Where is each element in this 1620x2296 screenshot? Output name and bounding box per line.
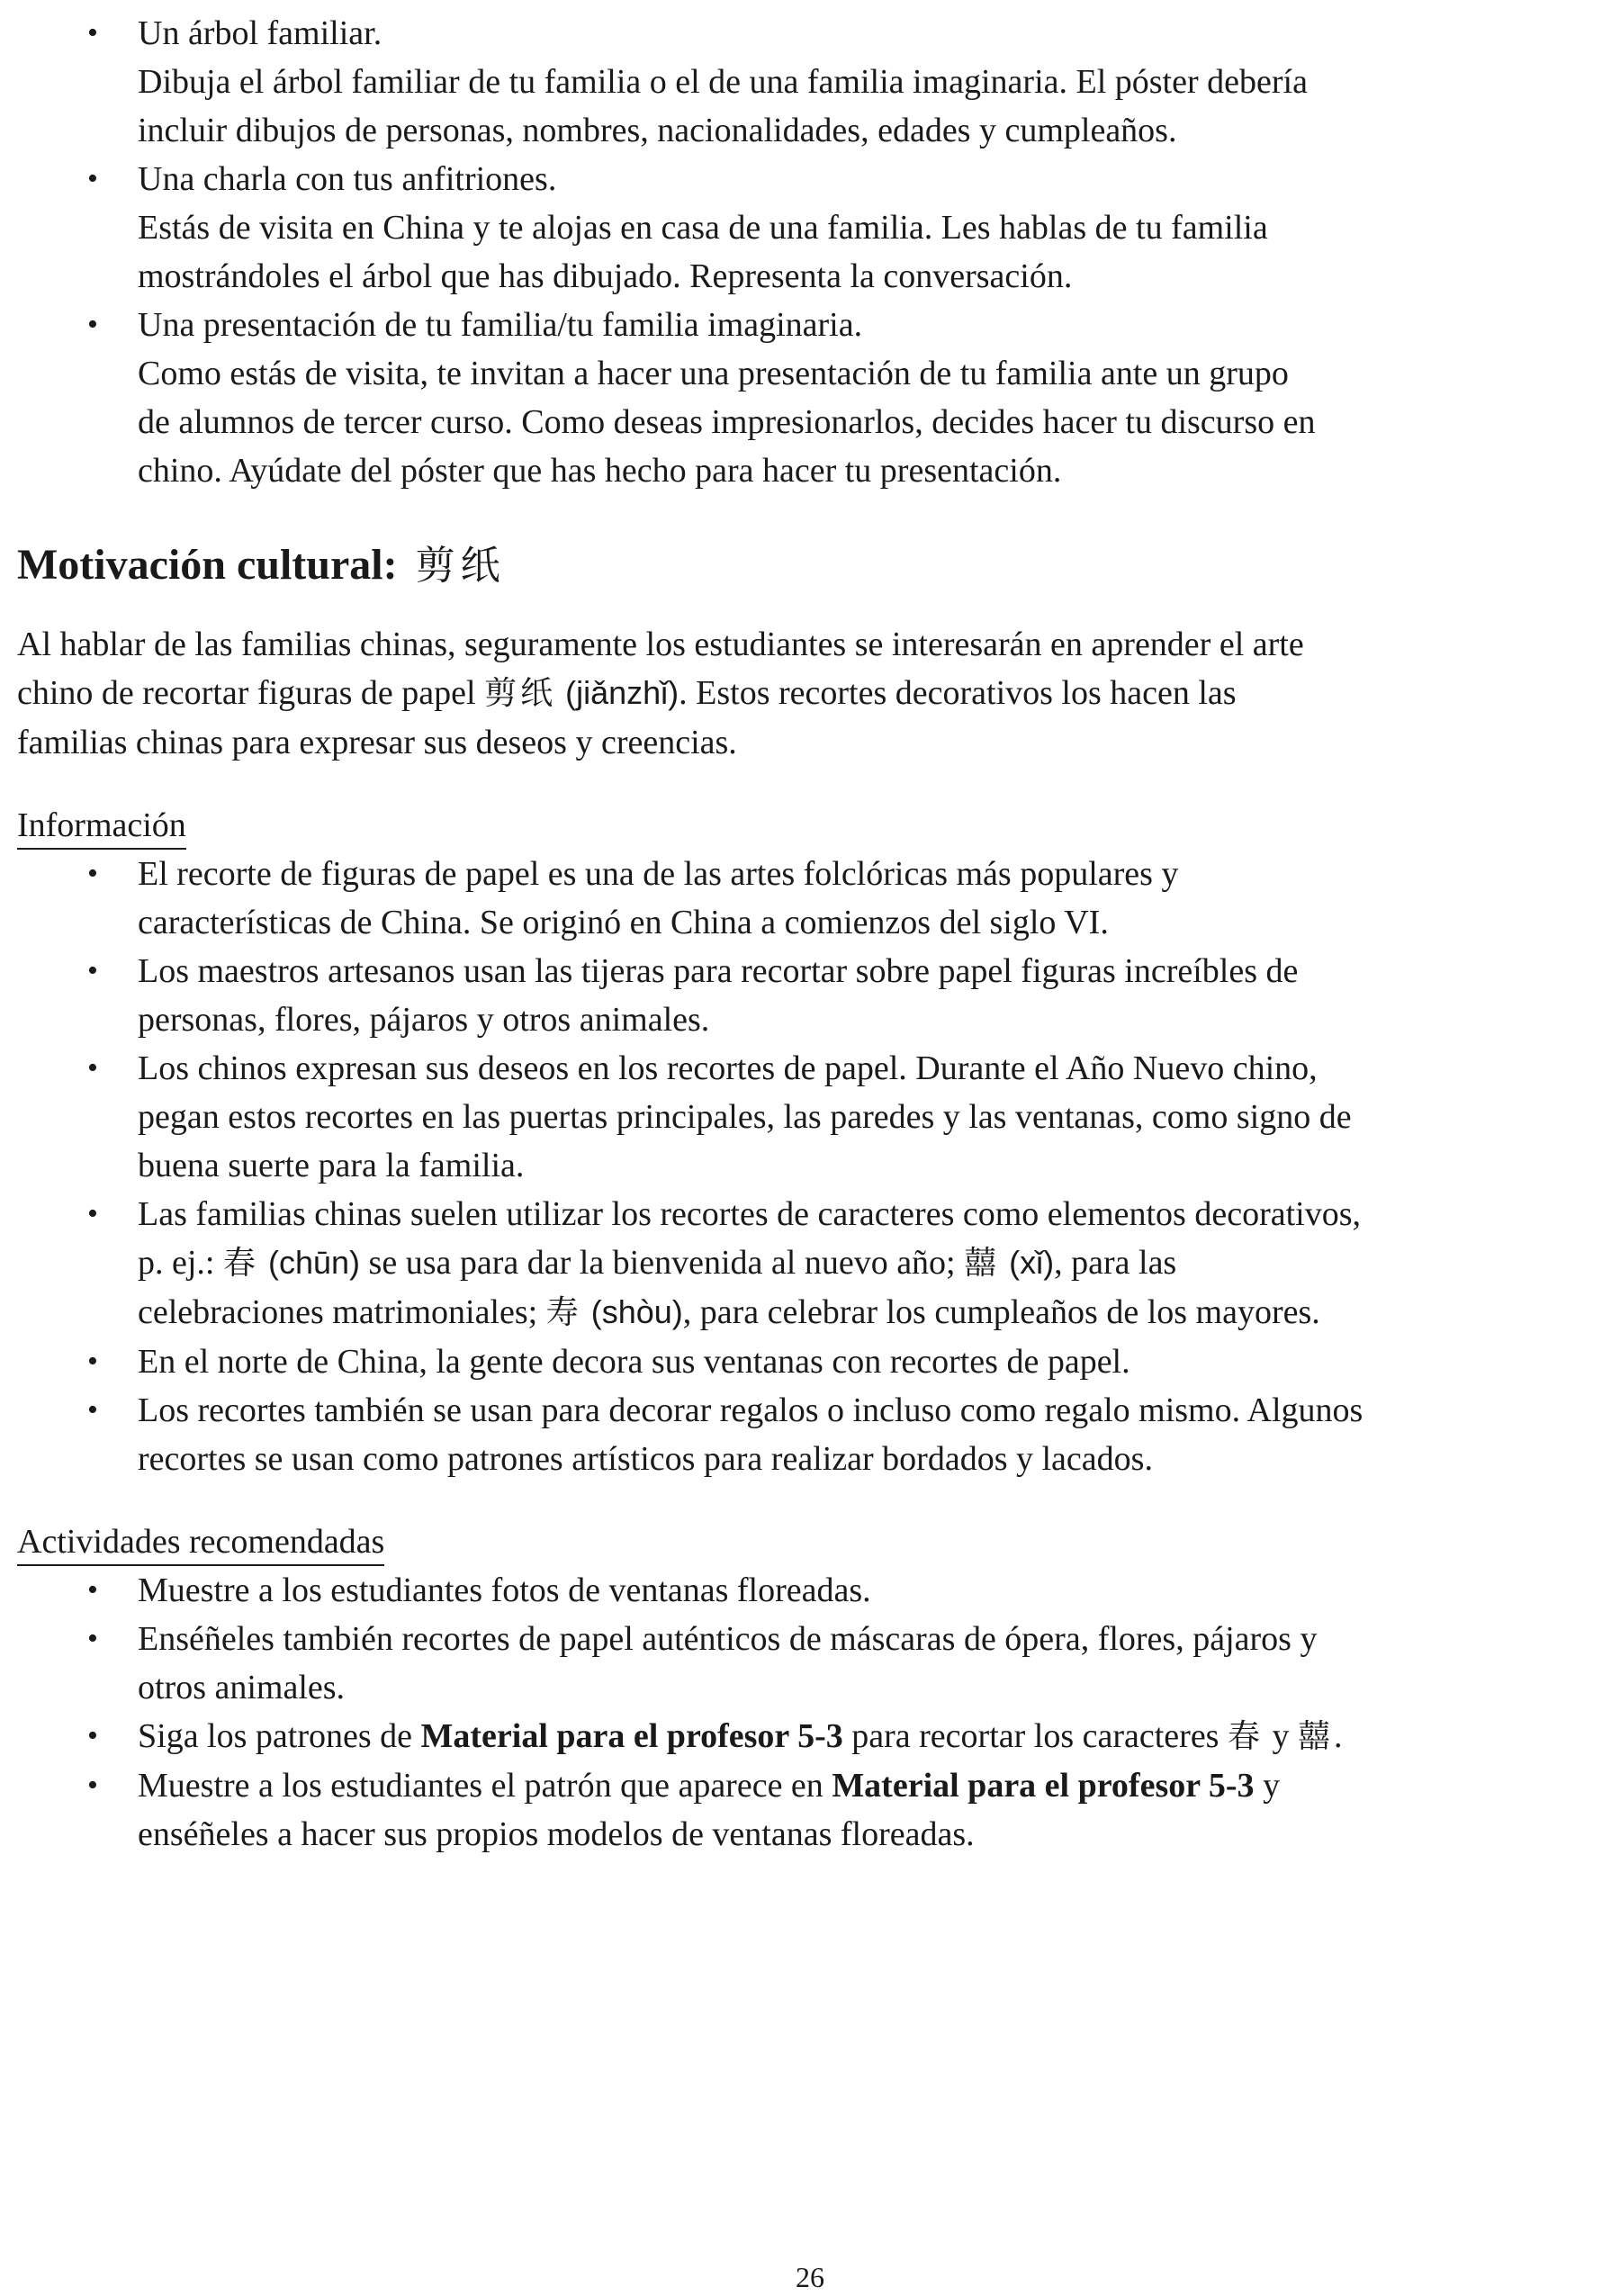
hanzi-xi: 囍 (1297, 1718, 1334, 1755)
list-item-text: Como estás de visita, te invitan a hacer una presentación de tu familia ante un grupo (138, 355, 1289, 392)
list-item-title: Una presentación de tu familia/tu familia imaginaria. (138, 306, 863, 344)
list-item-text: celebraciones matrimoniales; (138, 1293, 546, 1331)
bullet-icon: • (87, 1197, 98, 1230)
list-item-text: Los maestros artesanos usan las tijeras para recortar sobre papel figuras increíbles de (138, 952, 1299, 990)
list-item-text: de alumnos de tercer curso. Como deseas impresionarlos, decides hacer tu discurso en (138, 403, 1316, 441)
info-list (17, 850, 1592, 1483)
list-item-text: y (1254, 1767, 1281, 1805)
pinyin-jianzhi: (jiǎnzhǐ) (556, 674, 680, 711)
material-reference: Material para el profesor 5-3 (832, 1767, 1255, 1805)
hanzi-chun: 春 (1227, 1718, 1264, 1755)
list-item (17, 1386, 1592, 1483)
intro-text: . Estos recortes decorativos los hacen las (679, 674, 1237, 712)
page-content (17, 9, 1592, 1859)
bullet-icon: • (87, 1719, 98, 1752)
list-item-text (138, 1238, 1592, 1288)
list-item-text: Las familias chinas suelen utilizar los recortes de caracteres como elementos decorativos, (138, 1195, 1362, 1233)
activities-heading-wrap (17, 1517, 1592, 1566)
bullet-icon: • (87, 1345, 98, 1378)
list-item-text: Dibuja el árbol familiar de tu familia o el de una familia imaginaria. El póster debería (138, 63, 1308, 101)
bullet-icon: • (87, 857, 98, 890)
list-item (17, 1190, 1592, 1337)
list-item-text (138, 1712, 1592, 1761)
list-item-text: y (1263, 1717, 1298, 1755)
list-item (17, 1566, 1592, 1615)
activities-heading: Actividades recomendadas (17, 1519, 384, 1566)
list-item-text: para recortar los caracteres (842, 1717, 1228, 1755)
list-item-text: . (1334, 1717, 1343, 1755)
list-item-text: incluir dibujos de personas, nombres, nacionalidades, edades y cumpleaños. (138, 112, 1177, 149)
material-reference: Material para el profesor 5-3 (420, 1717, 843, 1755)
intro-line: familias chinas para expresar sus deseos y creencias. (17, 724, 737, 761)
hanzi-shou: 寿 (545, 1294, 582, 1331)
list-item-text: Siga los patrones de (138, 1717, 421, 1755)
list-item-text: se usa para dar la bienvenida al nuevo año; (360, 1244, 965, 1282)
list-item (17, 9, 1592, 155)
list-item (17, 1615, 1592, 1712)
hanzi-xi: 囍 (964, 1245, 1001, 1282)
list-item (17, 1337, 1592, 1386)
list-item-text: recortes se usan como patrones artísticos para realizar bordados y lacados. (138, 1440, 1153, 1478)
section-title-text: Motivación cultural: (17, 541, 398, 589)
list-item-text: Muestre a los estudiantes fotos de ventanas floreadas. (138, 1571, 871, 1609)
list-item-text: buena suerte para la familia. (138, 1147, 525, 1184)
list-item-text: Los recortes también se usan para decorar regalos o incluso como regalo mismo. Algunos (138, 1391, 1364, 1429)
list-item-text: , para las (1054, 1244, 1177, 1282)
intro-text: chino de recortar figuras de papel (17, 674, 485, 712)
list-item-text: El recorte de figuras de papel es una de las artes folclóricas más populares y (138, 855, 1179, 893)
bullet-icon: • (87, 954, 98, 987)
list-item-title: Un árbol familiar. (138, 14, 382, 52)
list-item-text: chino. Ayúdate del póster que has hecho para hacer tu presentación. (138, 452, 1062, 490)
list-item (17, 1761, 1592, 1859)
section-title (17, 538, 1592, 593)
hanzi-jianzhi: 剪纸 (484, 675, 557, 712)
bullet-icon: • (87, 1573, 98, 1607)
list-item-text: Enséñeles también recortes de papel auténticos de máscaras de ópera, flores, pájaros y (138, 1620, 1318, 1658)
pinyin-shou: (shòu) (581, 1293, 683, 1330)
bullet-icon: • (87, 16, 98, 50)
bullet-icon: • (87, 1393, 98, 1427)
intro-paragraph (17, 620, 1592, 767)
list-item-text: mostrándoles el árbol que has dibujado. Representa la conversación. (138, 257, 1073, 295)
list-item-text: enséñeles a hacer sus propios modelos de ventanas floreadas. (138, 1815, 975, 1853)
pinyin-xi: (xǐ) (1000, 1244, 1055, 1281)
page-number: 26 (796, 2261, 824, 2293)
list-item-text: otros animales. (138, 1669, 346, 1706)
list-item (17, 1712, 1592, 1761)
intro-line: Al hablar de las familias chinas, seguramente los estudiantes se interesarán en aprender el arte (17, 626, 1304, 663)
list-item-text: personas, flores, pájaros y otros animales. (138, 1001, 710, 1039)
list-item (17, 850, 1592, 947)
list-item-text: , para celebrar los cumpleaños de los mayores. (682, 1293, 1320, 1331)
intro-line (17, 669, 1592, 718)
activities-list (17, 1566, 1592, 1859)
list-item-text: pegan estos recortes en las puertas principales, las paredes y las ventanas, como signo de (138, 1098, 1352, 1136)
list-item-text (138, 1288, 1592, 1337)
bullet-icon: • (87, 308, 98, 341)
pinyin-chun: (chūn) (259, 1244, 361, 1281)
list-item-text: Los chinos expresan sus deseos en los recortes de papel. Durante el Año Nuevo chino, (138, 1049, 1318, 1087)
bullet-icon: • (87, 162, 98, 195)
list-item-title: Una charla con tus anfitriones. (138, 160, 557, 198)
section-title-hanzi: 剪纸 (415, 543, 506, 589)
list-item-text: En el norte de China, la gente decora sus ventanas con recortes de papel. (138, 1343, 1130, 1381)
info-heading: Información (17, 803, 186, 850)
activity-options-list (17, 9, 1592, 495)
list-item (17, 1044, 1592, 1190)
hanzi-chun: 春 (222, 1245, 259, 1282)
list-item-text: Muestre a los estudiantes el patrón que aparece en (138, 1767, 832, 1805)
info-heading-wrap (17, 801, 1592, 850)
bullet-icon: • (87, 1769, 98, 1802)
list-item (17, 155, 1592, 301)
list-item (17, 947, 1592, 1044)
list-item-text (138, 1761, 1592, 1810)
list-item-text: Estás de visita en China y te alojas en casa de una familia. Les hablas de tu familia (138, 209, 1268, 247)
list-item-text: características de China. Se originó en China a comienzos del siglo VI. (138, 904, 1109, 941)
list-item-text: p. ej.: (138, 1244, 223, 1282)
list-item (17, 301, 1592, 495)
bullet-icon: • (87, 1051, 98, 1085)
bullet-icon: • (87, 1622, 98, 1655)
